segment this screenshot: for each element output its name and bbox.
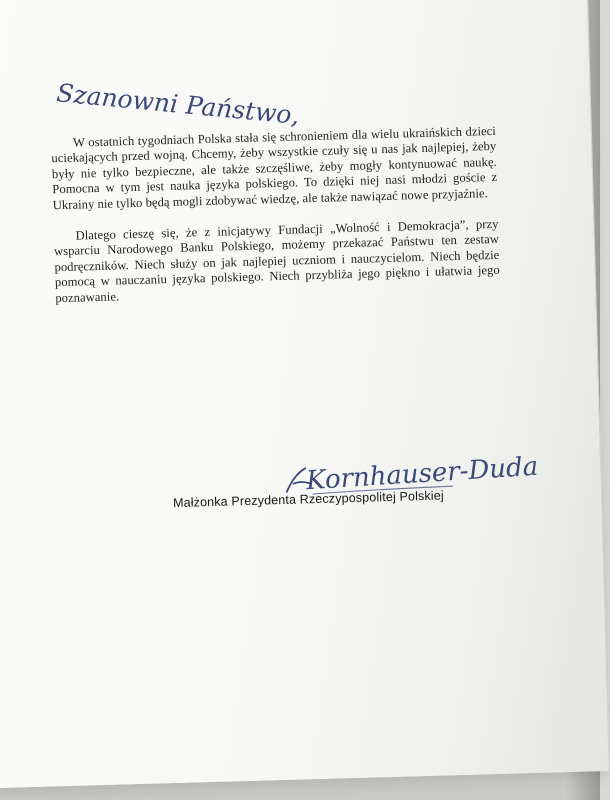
- signature-text: Kornhauser-Duda: [305, 451, 539, 497]
- letter-paragraph: W ostatnich tygodniach Polska stała się schronieniem dla wielu ukraińskich dzieci uciekających przed wojną. Chcemy, żeby wszystkie czuły się u nas jak najlepiej, żeby były nie tylko bezpieczne, ale także szczęśliwe, żeby mogły kontynuować naukę. Pomocna w tym jest nauka języka polskiego. To dzięki niej nasi młodzi goście z Ukrainy nie tylko będą mogli zdobywać wiedzę, ale także nawiązać nowe przyjaźnie.: [51, 123, 498, 212]
- letter-paragraph: Dlatego cieszę się, że z inicjatywy Fundacji „Wolność i Demokracja”, przy wsparciu Narodowego Banku Polskiego, możemy przekazać Państwu ten zestaw podręczników. Niech służy on jak najlepiej uczniom i nauczycielom. Niech będzie pomocą w nauczaniu języka polskiego. Niech przybliża jego piękno i ułatwia jego poznawanie.: [53, 216, 500, 305]
- handwritten-salutation: [51, 55, 301, 131]
- signature-title: Małżonka Prezydenta Rzeczypospolitej Polskiej: [172, 488, 444, 511]
- salutation-text: Szanowni Państwo,: [55, 78, 301, 131]
- letter-body: [51, 124, 501, 322]
- handwritten-signature: [278, 444, 539, 520]
